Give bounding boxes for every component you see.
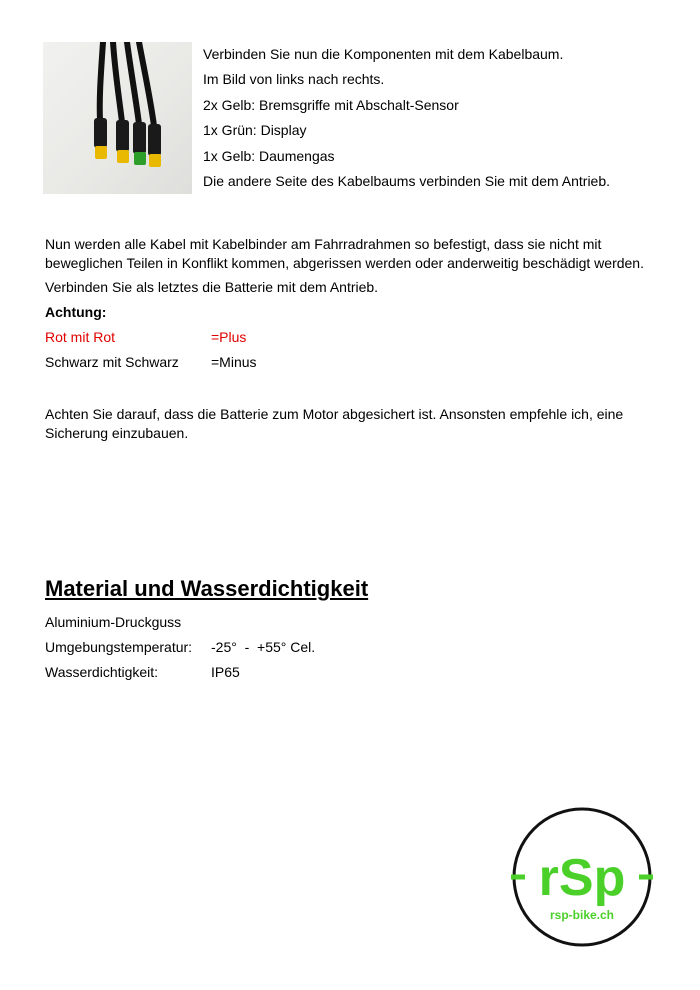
spec-row-waterproof xyxy=(45,663,240,681)
rsp-logo xyxy=(511,807,653,947)
material-line: Aluminium-Druckguss xyxy=(45,614,182,630)
battery-paragraph: Verbinden Sie als letztes die Batterie mit dem Antrieb. xyxy=(45,279,379,295)
spec-row-temperature xyxy=(45,638,315,656)
connection-label: Schwarz mit Schwarz xyxy=(45,354,179,370)
fuse-paragraph-text: Achten Sie darauf, dass die Batterie zum Motor abgesichert ist. Ansonsten empfehle ich, eine Sicherung einzubauen. xyxy=(45,406,624,441)
connection-value: =Minus xyxy=(211,354,257,370)
cable-harness-photo xyxy=(43,42,192,194)
intro-line: 1x Grün: Display xyxy=(203,122,307,139)
connection-label: Rot mit Rot xyxy=(45,329,116,345)
cable-harness-illustration xyxy=(43,42,192,194)
intro-line: 1x Gelb: Daumengas xyxy=(203,147,335,164)
intro-line: 2x Gelb: Bremsgriffe mit Abschalt-Sensor xyxy=(203,96,459,113)
spec-label: Umgebungstemperatur: xyxy=(45,639,193,655)
spec-value: -25° - +55° Cel. xyxy=(211,639,316,655)
spec-label: Wasserdichtigkeit: xyxy=(45,664,159,680)
section-heading: Material und Wasserdichtigkeit xyxy=(45,576,369,601)
fuse-paragraph xyxy=(45,405,665,443)
intro-line: Im Bild von links nach rechts. xyxy=(203,71,385,88)
warning-title: Achtung: xyxy=(45,304,107,320)
cable-paragraph-text: Nun werden alle Kabel mit Kabelbinder am Fahrradrahmen so befestigt, dass sie nicht mit beweglichen Teilen in Konflikt kommen, abgerissen werden oder anderweitig beschädigt werden. xyxy=(45,236,644,271)
logo-url: rsp-bike.ch xyxy=(549,908,615,922)
connection-row-minus xyxy=(45,353,257,371)
intro-text xyxy=(203,45,683,197)
connection-row-plus xyxy=(45,328,246,346)
cable-paragraph xyxy=(45,235,665,273)
logo-wordmark: rSp xyxy=(538,849,626,907)
intro-line: Die andere Seite des Kabelbaums verbinden Sie mit dem Antrieb. xyxy=(203,172,611,189)
intro-line: Verbinden Sie nun die Komponenten mit dem Kabelbaum. xyxy=(203,46,564,62)
rsp-logo-graphic xyxy=(511,807,653,947)
spec-value: IP65 xyxy=(211,664,240,680)
connection-value: =Plus xyxy=(211,329,247,345)
